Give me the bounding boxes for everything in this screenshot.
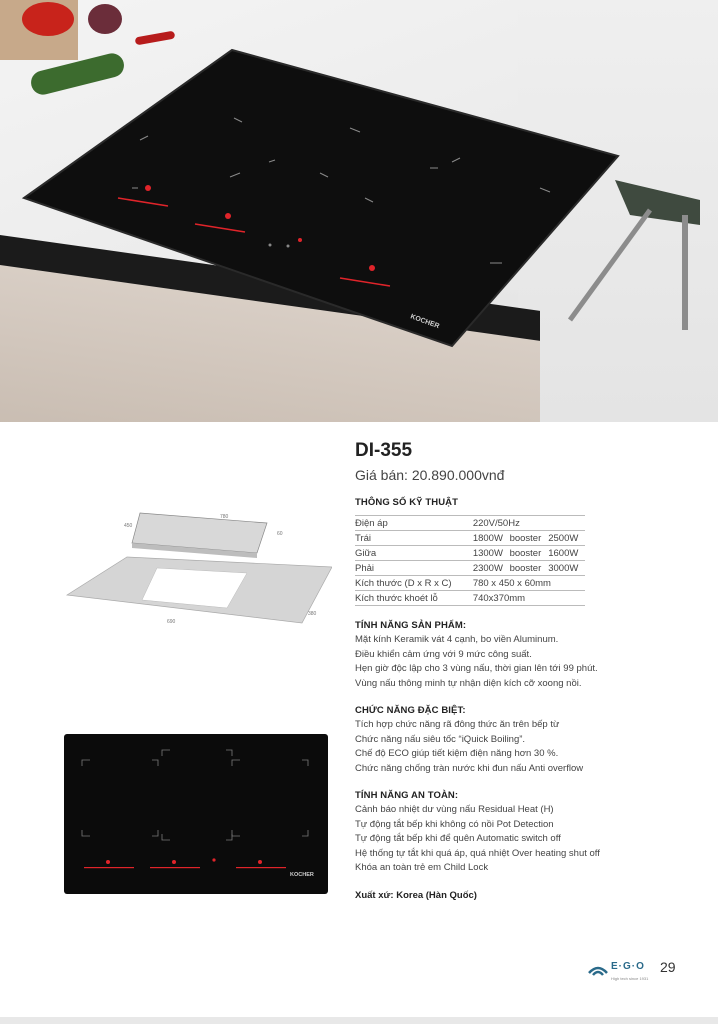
tomato-image xyxy=(22,2,74,36)
specs-table xyxy=(355,515,585,606)
features-list xyxy=(355,633,695,691)
dim-cutout-width: 690 xyxy=(167,619,176,625)
tongs-image xyxy=(560,170,710,340)
list-item: Hẹn giờ độc lập cho 3 vùng nấu, thời gian lên tới 99 phút. xyxy=(355,663,598,674)
model-title: DI-355 xyxy=(355,440,413,461)
table-row: Kích thước (D x R x C) 780 x 450 x 60mm xyxy=(355,576,585,591)
special-list xyxy=(355,718,695,776)
table-row: Kích thước khoét lỗ 740x370mm xyxy=(355,591,585,606)
safety-list xyxy=(355,803,695,876)
price-label: Giá bán: 20.890.000vnđ xyxy=(355,467,505,483)
list-item: Cảnh báo nhiệt dư vùng nấu Residual Heat (H) xyxy=(355,804,554,815)
ego-logo-text: E·G·O xyxy=(611,961,645,972)
table-row: Điện áp 220V/50Hz xyxy=(355,516,585,531)
page-number: 29 xyxy=(660,959,676,975)
table-row: Trái 1800W booster 2500W xyxy=(355,531,585,546)
dim-cutout-depth: 380 xyxy=(308,611,317,617)
dim-width: 780 xyxy=(220,514,229,520)
table-row: Giữa 1300W booster 1600W xyxy=(355,546,585,561)
product-brand-label: KOCHER xyxy=(290,872,314,878)
origin-label: Xuất xứ: xyxy=(355,889,394,901)
dimension-diagram xyxy=(62,505,332,630)
origin-line xyxy=(355,890,695,901)
ego-tagline: High tech since 1931 xyxy=(611,976,649,981)
special-heading: CHỨC NĂNG ĐẶC BIỆT: xyxy=(355,705,466,716)
footer xyxy=(585,958,695,988)
list-item: Tự động tắt bếp khi để quên Automatic switch off xyxy=(355,833,561,844)
hero-brand-label: KOCHER xyxy=(409,313,441,331)
origin-value: Korea (Hàn Quốc) xyxy=(396,889,477,901)
hero-cooktop xyxy=(20,48,620,348)
list-item: Vùng nấu thông minh tự nhận diện kích cỡ xoong nồi. xyxy=(355,677,582,689)
list-item: Chế độ ECO giúp tiết kiệm điện năng hơn 30 %. xyxy=(355,748,559,759)
table-row: Phải 2300W booster 3000W xyxy=(355,561,585,576)
list-item: Hệ thống tự tắt khi quá áp, quá nhiệt Over heating shut off xyxy=(355,847,600,859)
list-item: Điều khiển cảm ứng với 9 mức công suất. xyxy=(355,648,532,660)
list-item: Tích hợp chức năng rã đông thức ăn trên bếp từ xyxy=(355,719,560,730)
list-item: Chức năng chống tràn nước khi đun nấu Anti overflow xyxy=(355,762,584,774)
product-info xyxy=(355,440,695,901)
specs-heading: THÔNG SỐ KỸ THUẬT xyxy=(355,497,459,508)
hero-photo xyxy=(0,0,718,422)
dim-depth: 450 xyxy=(124,523,133,529)
list-item: Khóa an toàn trẻ em Child Lock xyxy=(355,862,489,873)
list-item: Tự động tắt bếp khi không có nồi Pot Detection xyxy=(355,818,554,830)
list-item: Mặt kính Keramik vát 4 cạnh, bo viền Aluminum. xyxy=(355,634,559,645)
safety-heading: TÍNH NĂNG AN TOÀN: xyxy=(355,790,459,801)
ego-logo-icon xyxy=(587,961,609,979)
bottom-bar xyxy=(0,1017,718,1024)
cooktop-top-svg xyxy=(64,734,328,894)
product-top-view xyxy=(64,734,328,894)
onion-image xyxy=(88,4,122,34)
list-item: Chức năng nấu siêu tốc “iQuick Boiling”. xyxy=(355,733,526,745)
features-heading: TÍNH NĂNG SẢN PHẨM: xyxy=(355,620,467,631)
dim-height: 60 xyxy=(277,531,283,537)
